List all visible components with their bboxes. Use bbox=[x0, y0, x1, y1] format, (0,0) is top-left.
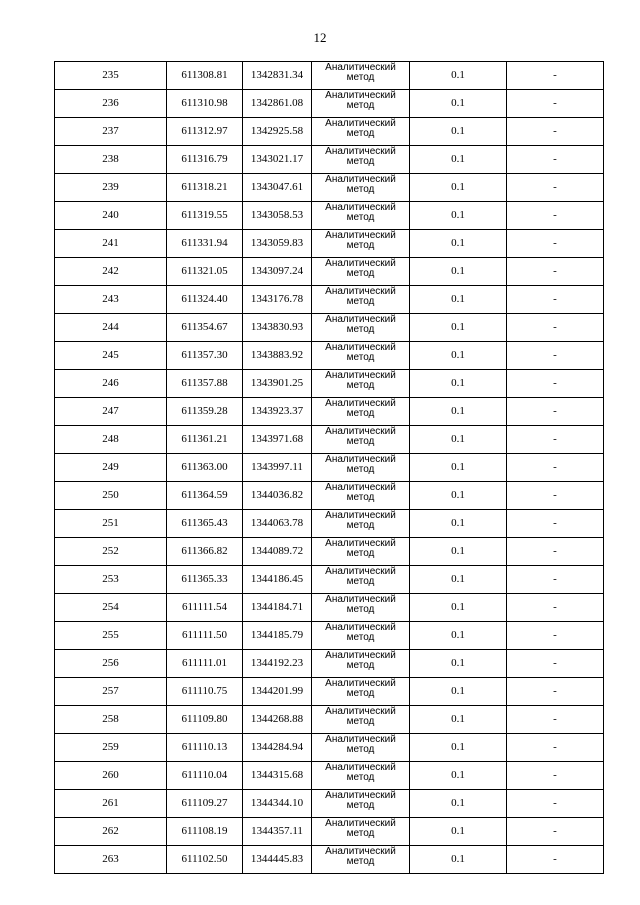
table-row bbox=[55, 566, 604, 594]
table-row bbox=[55, 62, 604, 90]
method-cell bbox=[312, 398, 410, 426]
method-line-1: Аналитический bbox=[325, 818, 396, 829]
point-number-cell: 256 bbox=[55, 650, 167, 678]
method-line-1: Аналитический bbox=[325, 426, 396, 437]
y-coordinate-cell: 1343883.92 bbox=[243, 342, 312, 370]
x-coordinate-cell: 611110.04 bbox=[167, 762, 243, 790]
accuracy-cell: 0.1 bbox=[410, 454, 507, 482]
method-cell bbox=[312, 566, 410, 594]
method-line-2: метод bbox=[346, 156, 375, 167]
table-row bbox=[55, 342, 604, 370]
method-line-2: метод bbox=[346, 632, 375, 643]
accuracy-cell: 0.1 bbox=[410, 846, 507, 874]
accuracy-cell: 0.1 bbox=[410, 202, 507, 230]
method-cell bbox=[312, 146, 410, 174]
method-cell bbox=[312, 258, 410, 286]
y-coordinate-cell: 1343021.17 bbox=[243, 146, 312, 174]
method-line-2: метод bbox=[346, 240, 375, 251]
method-line-1: Аналитический bbox=[325, 678, 396, 689]
y-coordinate-cell: 1343923.37 bbox=[243, 398, 312, 426]
note-cell: - bbox=[507, 482, 604, 510]
x-coordinate-cell: 611365.33 bbox=[167, 566, 243, 594]
method-line-2: метод bbox=[346, 436, 375, 447]
method-cell bbox=[312, 678, 410, 706]
point-number-cell: 254 bbox=[55, 594, 167, 622]
point-number-cell: 259 bbox=[55, 734, 167, 762]
x-coordinate-cell: 611331.94 bbox=[167, 230, 243, 258]
x-coordinate-cell: 611357.30 bbox=[167, 342, 243, 370]
method-line-1: Аналитический bbox=[325, 230, 396, 241]
table-row bbox=[55, 370, 604, 398]
method-line-1: Аналитический bbox=[325, 118, 396, 129]
accuracy-cell: 0.1 bbox=[410, 566, 507, 594]
note-cell: - bbox=[507, 314, 604, 342]
method-line-2: метод bbox=[346, 520, 375, 531]
method-line-1: Аналитический bbox=[325, 762, 396, 773]
x-coordinate-cell: 611319.55 bbox=[167, 202, 243, 230]
note-cell: - bbox=[507, 734, 604, 762]
point-number-cell: 241 bbox=[55, 230, 167, 258]
method-line-2: метод bbox=[346, 688, 375, 699]
point-number-cell: 249 bbox=[55, 454, 167, 482]
method-line-1: Аналитический bbox=[325, 846, 396, 857]
x-coordinate-cell: 611365.43 bbox=[167, 510, 243, 538]
y-coordinate-cell: 1343971.68 bbox=[243, 426, 312, 454]
method-cell bbox=[312, 734, 410, 762]
point-number-cell: 243 bbox=[55, 286, 167, 314]
point-number-cell: 260 bbox=[55, 762, 167, 790]
method-line-2: метод bbox=[346, 296, 375, 307]
x-coordinate-cell: 611321.05 bbox=[167, 258, 243, 286]
x-coordinate-cell: 611108.19 bbox=[167, 818, 243, 846]
table-row bbox=[55, 146, 604, 174]
table-row bbox=[55, 426, 604, 454]
accuracy-cell: 0.1 bbox=[410, 286, 507, 314]
note-cell: - bbox=[507, 258, 604, 286]
x-coordinate-cell: 611109.27 bbox=[167, 790, 243, 818]
point-number-cell: 253 bbox=[55, 566, 167, 594]
method-cell bbox=[312, 594, 410, 622]
x-coordinate-cell: 611318.21 bbox=[167, 174, 243, 202]
table-row bbox=[55, 706, 604, 734]
x-coordinate-cell: 611111.54 bbox=[167, 594, 243, 622]
method-line-2: метод bbox=[346, 128, 375, 139]
table-row bbox=[55, 594, 604, 622]
y-coordinate-cell: 1344089.72 bbox=[243, 538, 312, 566]
point-number-cell: 252 bbox=[55, 538, 167, 566]
point-number-cell: 246 bbox=[55, 370, 167, 398]
point-number-cell: 245 bbox=[55, 342, 167, 370]
method-cell bbox=[312, 118, 410, 146]
method-cell bbox=[312, 342, 410, 370]
method-line-1: Аналитический bbox=[325, 202, 396, 213]
method-line-2: метод bbox=[346, 856, 375, 867]
method-cell bbox=[312, 454, 410, 482]
y-coordinate-cell: 1344036.82 bbox=[243, 482, 312, 510]
method-line-2: метод bbox=[346, 492, 375, 503]
note-cell: - bbox=[507, 90, 604, 118]
table-row bbox=[55, 90, 604, 118]
method-line-2: метод bbox=[346, 660, 375, 671]
point-number-cell: 255 bbox=[55, 622, 167, 650]
method-cell bbox=[312, 314, 410, 342]
method-line-1: Аналитический bbox=[325, 538, 396, 549]
method-line-1: Аналитический bbox=[325, 454, 396, 465]
point-number-cell: 237 bbox=[55, 118, 167, 146]
point-number-cell: 257 bbox=[55, 678, 167, 706]
method-line-2: метод bbox=[346, 184, 375, 195]
method-line-1: Аналитический bbox=[325, 90, 396, 101]
method-cell bbox=[312, 174, 410, 202]
x-coordinate-cell: 611109.80 bbox=[167, 706, 243, 734]
y-coordinate-cell: 1343047.61 bbox=[243, 174, 312, 202]
note-cell: - bbox=[507, 398, 604, 426]
method-line-1: Аналитический bbox=[325, 258, 396, 269]
y-coordinate-cell: 1342861.08 bbox=[243, 90, 312, 118]
table-row bbox=[55, 538, 604, 566]
x-coordinate-cell: 611366.82 bbox=[167, 538, 243, 566]
method-line-2: метод bbox=[346, 268, 375, 279]
y-coordinate-cell: 1344344.10 bbox=[243, 790, 312, 818]
method-cell bbox=[312, 62, 410, 90]
accuracy-cell: 0.1 bbox=[410, 706, 507, 734]
x-coordinate-cell: 611324.40 bbox=[167, 286, 243, 314]
method-cell bbox=[312, 510, 410, 538]
x-coordinate-cell: 611110.75 bbox=[167, 678, 243, 706]
y-coordinate-cell: 1344192.23 bbox=[243, 650, 312, 678]
x-coordinate-cell: 611111.50 bbox=[167, 622, 243, 650]
method-cell bbox=[312, 762, 410, 790]
method-line-1: Аналитический bbox=[325, 734, 396, 745]
method-line-2: метод bbox=[346, 352, 375, 363]
point-number-cell: 244 bbox=[55, 314, 167, 342]
method-line-1: Аналитический bbox=[325, 510, 396, 521]
y-coordinate-cell: 1343997.11 bbox=[243, 454, 312, 482]
note-cell: - bbox=[507, 426, 604, 454]
method-cell bbox=[312, 426, 410, 454]
y-coordinate-cell: 1344315.68 bbox=[243, 762, 312, 790]
note-cell: - bbox=[507, 146, 604, 174]
accuracy-cell: 0.1 bbox=[410, 370, 507, 398]
point-number-cell: 251 bbox=[55, 510, 167, 538]
note-cell: - bbox=[507, 622, 604, 650]
y-coordinate-cell: 1342925.58 bbox=[243, 118, 312, 146]
table-row bbox=[55, 258, 604, 286]
y-coordinate-cell: 1344184.71 bbox=[243, 594, 312, 622]
x-coordinate-cell: 611357.88 bbox=[167, 370, 243, 398]
accuracy-cell: 0.1 bbox=[410, 314, 507, 342]
accuracy-cell: 0.1 bbox=[410, 538, 507, 566]
table-row bbox=[55, 510, 604, 538]
method-line-2: метод bbox=[346, 212, 375, 223]
method-cell bbox=[312, 90, 410, 118]
accuracy-cell: 0.1 bbox=[410, 118, 507, 146]
point-number-cell: 239 bbox=[55, 174, 167, 202]
y-coordinate-cell: 1344185.79 bbox=[243, 622, 312, 650]
method-line-2: метод bbox=[346, 800, 375, 811]
note-cell: - bbox=[507, 118, 604, 146]
table-row bbox=[55, 678, 604, 706]
method-line-2: метод bbox=[346, 772, 375, 783]
x-coordinate-cell: 611363.00 bbox=[167, 454, 243, 482]
point-number-cell: 240 bbox=[55, 202, 167, 230]
table-row bbox=[55, 202, 604, 230]
table-row bbox=[55, 230, 604, 258]
method-line-1: Аналитический bbox=[325, 482, 396, 493]
note-cell: - bbox=[507, 286, 604, 314]
y-coordinate-cell: 1343058.53 bbox=[243, 202, 312, 230]
method-line-1: Аналитический bbox=[325, 594, 396, 605]
y-coordinate-cell: 1344186.45 bbox=[243, 566, 312, 594]
y-coordinate-cell: 1343097.24 bbox=[243, 258, 312, 286]
accuracy-cell: 0.1 bbox=[410, 482, 507, 510]
note-cell: - bbox=[507, 62, 604, 90]
note-cell: - bbox=[507, 342, 604, 370]
method-cell bbox=[312, 286, 410, 314]
point-number-cell: 235 bbox=[55, 62, 167, 90]
table-row bbox=[55, 650, 604, 678]
x-coordinate-cell: 611310.98 bbox=[167, 90, 243, 118]
method-line-2: метод bbox=[346, 548, 375, 559]
accuracy-cell: 0.1 bbox=[410, 398, 507, 426]
point-number-cell: 238 bbox=[55, 146, 167, 174]
x-coordinate-cell: 611364.59 bbox=[167, 482, 243, 510]
method-line-2: метод bbox=[346, 576, 375, 587]
method-line-1: Аналитический bbox=[325, 566, 396, 577]
method-line-2: метод bbox=[346, 380, 375, 391]
method-line-1: Аналитический bbox=[325, 62, 396, 73]
table-row bbox=[55, 398, 604, 426]
accuracy-cell: 0.1 bbox=[410, 594, 507, 622]
table-row bbox=[55, 482, 604, 510]
method-line-1: Аналитический bbox=[325, 398, 396, 409]
note-cell: - bbox=[507, 790, 604, 818]
method-cell bbox=[312, 370, 410, 398]
y-coordinate-cell: 1342831.34 bbox=[243, 62, 312, 90]
point-number-cell: 242 bbox=[55, 258, 167, 286]
table-body bbox=[55, 62, 604, 874]
x-coordinate-cell: 611316.79 bbox=[167, 146, 243, 174]
accuracy-cell: 0.1 bbox=[410, 762, 507, 790]
coordinates-table bbox=[54, 61, 604, 874]
table-row bbox=[55, 174, 604, 202]
note-cell: - bbox=[507, 454, 604, 482]
table-row bbox=[55, 790, 604, 818]
method-line-2: метод bbox=[346, 464, 375, 475]
table-row bbox=[55, 118, 604, 146]
method-line-1: Аналитический bbox=[325, 314, 396, 325]
y-coordinate-cell: 1343059.83 bbox=[243, 230, 312, 258]
point-number-cell: 262 bbox=[55, 818, 167, 846]
y-coordinate-cell: 1344357.11 bbox=[243, 818, 312, 846]
accuracy-cell: 0.1 bbox=[410, 622, 507, 650]
x-coordinate-cell: 611102.50 bbox=[167, 846, 243, 874]
note-cell: - bbox=[507, 762, 604, 790]
point-number-cell: 258 bbox=[55, 706, 167, 734]
method-cell bbox=[312, 230, 410, 258]
method-cell bbox=[312, 790, 410, 818]
y-coordinate-cell: 1344201.99 bbox=[243, 678, 312, 706]
method-line-1: Аналитический bbox=[325, 650, 396, 661]
accuracy-cell: 0.1 bbox=[410, 734, 507, 762]
method-line-2: метод bbox=[346, 604, 375, 615]
y-coordinate-cell: 1343176.78 bbox=[243, 286, 312, 314]
table-row bbox=[55, 454, 604, 482]
x-coordinate-cell: 611110.13 bbox=[167, 734, 243, 762]
method-line-2: метод bbox=[346, 744, 375, 755]
x-coordinate-cell: 611354.67 bbox=[167, 314, 243, 342]
y-coordinate-cell: 1344268.88 bbox=[243, 706, 312, 734]
x-coordinate-cell: 611111.01 bbox=[167, 650, 243, 678]
note-cell: - bbox=[507, 174, 604, 202]
note-cell: - bbox=[507, 846, 604, 874]
point-number-cell: 236 bbox=[55, 90, 167, 118]
method-line-1: Аналитический bbox=[325, 370, 396, 381]
method-cell bbox=[312, 818, 410, 846]
accuracy-cell: 0.1 bbox=[410, 230, 507, 258]
accuracy-cell: 0.1 bbox=[410, 818, 507, 846]
table-row bbox=[55, 286, 604, 314]
method-line-1: Аналитический bbox=[325, 146, 396, 157]
method-line-1: Аналитический bbox=[325, 622, 396, 633]
accuracy-cell: 0.1 bbox=[410, 62, 507, 90]
table-row bbox=[55, 762, 604, 790]
method-cell bbox=[312, 846, 410, 874]
method-line-1: Аналитический bbox=[325, 286, 396, 297]
method-line-2: метод bbox=[346, 828, 375, 839]
note-cell: - bbox=[507, 510, 604, 538]
note-cell: - bbox=[507, 566, 604, 594]
accuracy-cell: 0.1 bbox=[410, 678, 507, 706]
page-number: 12 bbox=[313, 30, 327, 45]
method-line-2: метод bbox=[346, 100, 375, 111]
y-coordinate-cell: 1344284.94 bbox=[243, 734, 312, 762]
accuracy-cell: 0.1 bbox=[410, 174, 507, 202]
note-cell: - bbox=[507, 650, 604, 678]
method-line-2: метод bbox=[346, 716, 375, 727]
accuracy-cell: 0.1 bbox=[410, 90, 507, 118]
x-coordinate-cell: 611359.28 bbox=[167, 398, 243, 426]
table-row bbox=[55, 818, 604, 846]
method-line-2: метод bbox=[346, 408, 375, 419]
table-row bbox=[55, 846, 604, 874]
y-coordinate-cell: 1343830.93 bbox=[243, 314, 312, 342]
method-cell bbox=[312, 538, 410, 566]
accuracy-cell: 0.1 bbox=[410, 426, 507, 454]
accuracy-cell: 0.1 bbox=[410, 146, 507, 174]
note-cell: - bbox=[507, 230, 604, 258]
note-cell: - bbox=[507, 538, 604, 566]
table-row bbox=[55, 314, 604, 342]
method-cell bbox=[312, 706, 410, 734]
point-number-cell: 250 bbox=[55, 482, 167, 510]
note-cell: - bbox=[507, 818, 604, 846]
method-line-1: Аналитический bbox=[325, 790, 396, 801]
accuracy-cell: 0.1 bbox=[410, 510, 507, 538]
method-cell bbox=[312, 202, 410, 230]
method-line-2: метод bbox=[346, 72, 375, 83]
x-coordinate-cell: 611308.81 bbox=[167, 62, 243, 90]
accuracy-cell: 0.1 bbox=[410, 650, 507, 678]
y-coordinate-cell: 1343901.25 bbox=[243, 370, 312, 398]
accuracy-cell: 0.1 bbox=[410, 258, 507, 286]
method-cell bbox=[312, 650, 410, 678]
method-line-1: Аналитический bbox=[325, 174, 396, 185]
note-cell: - bbox=[507, 594, 604, 622]
point-number-cell: 261 bbox=[55, 790, 167, 818]
method-cell bbox=[312, 482, 410, 510]
accuracy-cell: 0.1 bbox=[410, 342, 507, 370]
table-row bbox=[55, 734, 604, 762]
method-line-2: метод bbox=[346, 324, 375, 335]
accuracy-cell: 0.1 bbox=[410, 790, 507, 818]
method-line-1: Аналитический bbox=[325, 706, 396, 717]
y-coordinate-cell: 1344063.78 bbox=[243, 510, 312, 538]
note-cell: - bbox=[507, 202, 604, 230]
y-coordinate-cell: 1344445.83 bbox=[243, 846, 312, 874]
note-cell: - bbox=[507, 706, 604, 734]
x-coordinate-cell: 611361.21 bbox=[167, 426, 243, 454]
method-line-1: Аналитический bbox=[325, 342, 396, 353]
method-cell bbox=[312, 622, 410, 650]
point-number-cell: 247 bbox=[55, 398, 167, 426]
point-number-cell: 263 bbox=[55, 846, 167, 874]
x-coordinate-cell: 611312.97 bbox=[167, 118, 243, 146]
point-number-cell: 248 bbox=[55, 426, 167, 454]
table-row bbox=[55, 622, 604, 650]
note-cell: - bbox=[507, 678, 604, 706]
note-cell: - bbox=[507, 370, 604, 398]
